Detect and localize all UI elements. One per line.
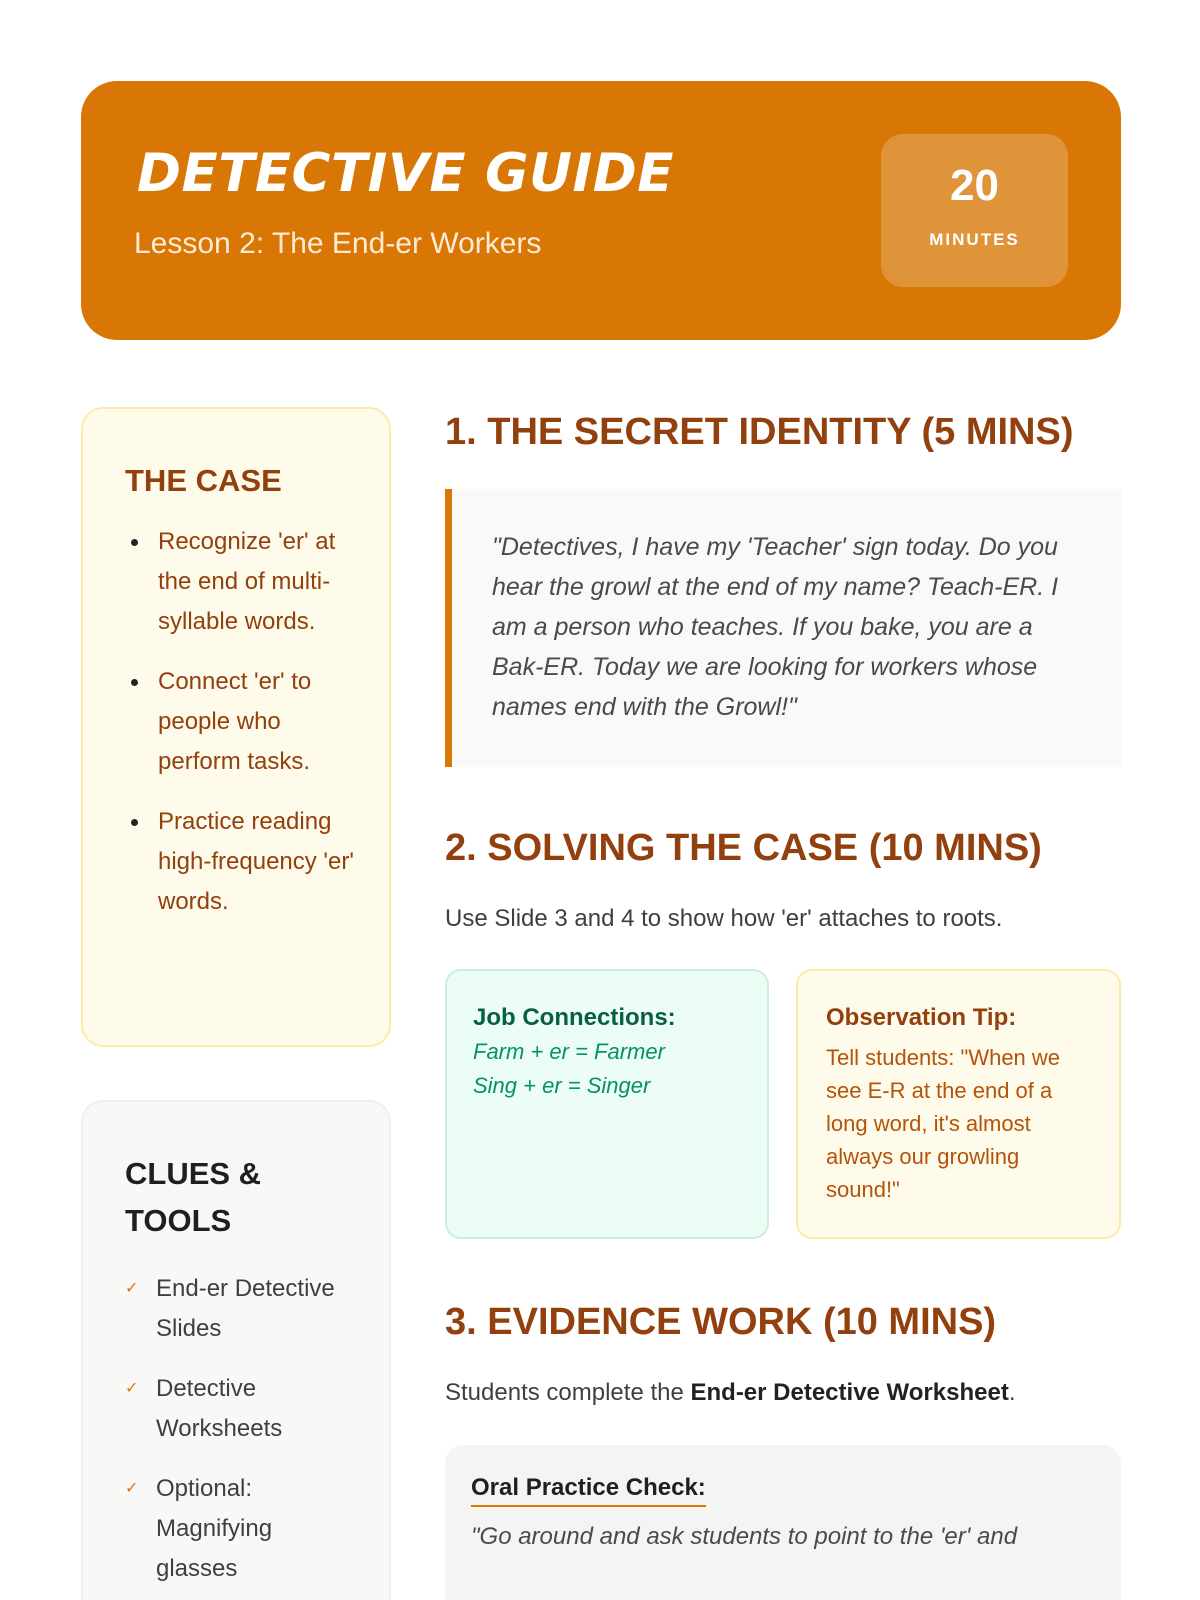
oral-practice-title: Oral Practice Check: — [471, 1471, 706, 1507]
section-3-text-start: Students complete the — [445, 1379, 691, 1406]
job-example: Farm + er = Farmer — [473, 1039, 665, 1064]
tools-title: CLUES & TOOLS — [125, 1156, 262, 1238]
list-item — [125, 1369, 355, 1449]
section-3-title: 3. EVIDENCE WORK (10 MINS) — [445, 1301, 997, 1343]
case-list — [125, 522, 355, 942]
section-2-title: 2. SOLVING THE CASE (10 MINS) — [445, 827, 1042, 869]
tools-card — [81, 1100, 391, 1600]
checkmark-icon: ✓ — [125, 1380, 139, 1397]
observation-tip-text: Tell students: "When we see E-R at the end of a long word, it's almost always our growling sound!" — [826, 1045, 1061, 1202]
duration-badge — [881, 134, 1068, 287]
case-title: THE CASE — [125, 463, 282, 498]
tool-label: End-er Detective Slides — [156, 1275, 335, 1342]
lesson-header — [81, 81, 1121, 340]
section-3-text — [445, 1375, 1121, 1411]
list-item — [125, 1269, 355, 1349]
page-title: DETECTIVE GUIDE — [137, 143, 674, 204]
job-connections-box — [445, 969, 769, 1239]
lesson-subtitle: Lesson 2: The End-er Workers — [134, 227, 542, 260]
tool-label: Detective Worksheets — [156, 1375, 283, 1442]
section-1-title: 1. THE SECRET IDENTITY (5 MINS) — [445, 411, 1074, 453]
quote-box — [445, 489, 1121, 767]
main-content — [445, 405, 1121, 1600]
list-item: Practice reading high-frequency 'er' words. — [125, 802, 355, 922]
list-item: Connect 'er' to people who perform tasks. — [125, 662, 355, 782]
duration-value: 20 — [950, 161, 999, 210]
callout-row — [445, 969, 1121, 1239]
oral-practice-box — [445, 1445, 1121, 1600]
list-item — [125, 1469, 355, 1589]
tools-list — [125, 1269, 355, 1600]
oral-practice-text: "Go around and ask students to point to the 'er' and — [471, 1523, 1018, 1550]
tool-label: Optional: Magnifying glasses — [156, 1475, 273, 1582]
list-item: Recognize 'er' at the end of multi-syllable words. — [125, 522, 355, 642]
worksheet-name: End-er Detective Worksheet — [690, 1379, 1009, 1406]
case-card — [81, 407, 391, 1047]
section-2-text: Use Slide 3 and 4 to show how 'er' attaches to roots. — [445, 905, 1003, 932]
job-connections-title: Job Connections: — [473, 1004, 676, 1031]
checkmark-icon: ✓ — [125, 1480, 139, 1497]
section-3-text-end: . — [1008, 1379, 1016, 1406]
quote-text: "Detectives, I have my 'Teacher' sign today. Do you hear the growl at the end of my name? Teach-ER. I am a person who teaches. If you bake, you are a Bak-ER. Today we are looking for workers whose names end with the Growl!" — [492, 533, 1059, 721]
checkmark-icon: ✓ — [125, 1280, 139, 1297]
observation-tip-box — [796, 969, 1121, 1239]
observation-tip-title: Observation Tip: — [826, 1004, 1017, 1031]
job-example: Sing + er = Singer — [473, 1073, 651, 1098]
duration-label: MINUTES — [929, 230, 1020, 249]
